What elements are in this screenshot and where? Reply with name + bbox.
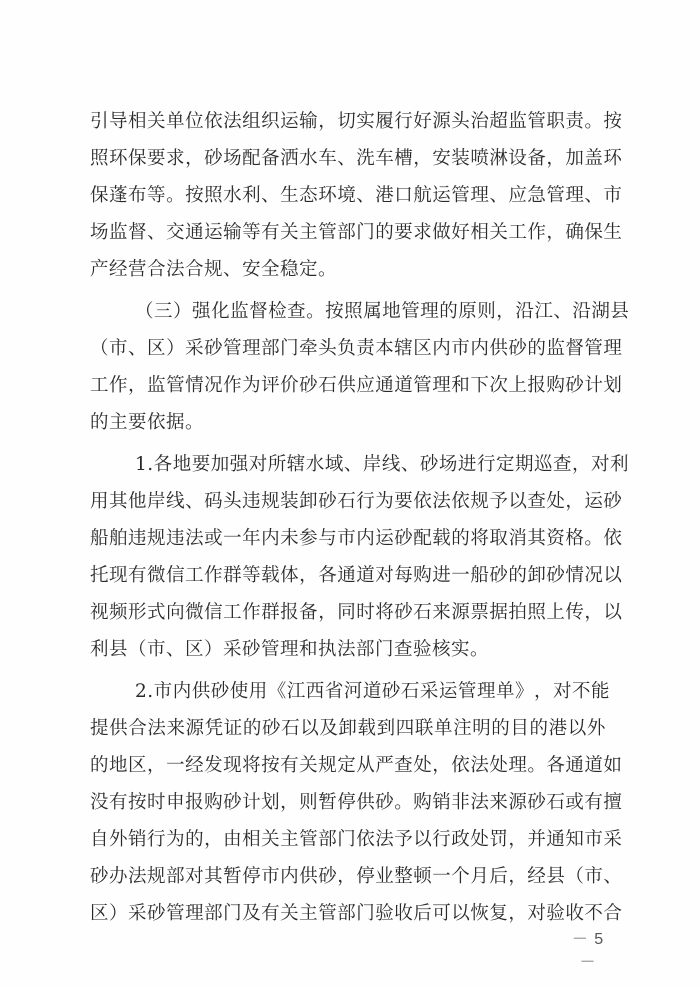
- paragraph-item-2-management-form: [90, 673, 623, 932]
- text-line: 砂 办 法 规 部 对 其 暂 停 市 内 供 砂 ， 停 业 整 顿 一 个 月 后 ， 经 县 （ 市 、: [90, 866, 623, 887]
- text-line: 区 ） 采 砂 管 理 部 门 及 有 关 主 管 部 门 验 收 后 可 以 恢 复 ， 对 验 收 不 合: [90, 903, 623, 924]
- document-body: [90, 103, 630, 937]
- text-line: （ 市 、 区 ） 采 砂 管 理 部 门 牵 头 负 责 本 辖 区 内 市 内 供 砂 的 监 督 管 理: [90, 338, 623, 359]
- paragraph-environmental-requirements: [90, 103, 623, 288]
- text-line: 没 有 按 时 申 报 购 砂 计 划 ， 则 暂 停 供 砂 。 购 销 非 法 来 源 砂 石 或 有 擅: [90, 792, 623, 813]
- text-line: 2 . 市 内 供 砂 使 用 《 江 西 省 河 道 砂 石 采 运 管 理 单 》 ， 对 不 能: [135, 681, 611, 702]
- text-line: 1 . 各 地 要 加 强 对 所 辖 水 域 、 岸 线 、 砂 场 进 行 定 期 巡 查 ， 对 利: [135, 454, 630, 475]
- paragraph-section-3-supervision: [90, 293, 630, 441]
- text-line: 托 现 有 微 信 工 作 群 等 载 体 ， 各 通 道 对 每 购 进 一 船 砂 的 卸 砂 情 况 以: [90, 565, 623, 586]
- text-line: 利县（市、区）采砂管理和执法部门查验核实。: [90, 639, 490, 660]
- text-line: 保 蓬 布 等 。 按 照 水 利 、 生 态 环 境 、 港 口 航 运 管 理 、 应 急 管 理 、 市: [90, 185, 623, 206]
- page-number: － 5 －: [571, 931, 605, 971]
- text-line: 的 地 区 ， 一 经 发 现 将 按 有 关 规 定 从 严 查 处 ， 依 法 处 理 。 各 通 道 如: [90, 755, 623, 776]
- text-line: 用 其 他 岸 线 、 码 头 违 规 装 卸 砂 石 行 为 要 依 法 依 规 予 以 查 处 ， 运 砂: [90, 491, 623, 512]
- text-line: 船 舶 违 规 违 法 或 一 年 内 未 参 与 市 内 运 砂 配 载 的 将 取 消 其 资 格 。 依: [90, 528, 623, 549]
- text-line: 场 监 督 、 交 通 运 输 等 有 关 主 管 部 门 的 要 求 做 好 相 关 工 作 ， 确 保 生: [90, 222, 623, 243]
- text-line: 提 供 合 法 来 源 凭 证 的 砂 石 以 及 卸 载 到 四 联 单 注 明 的 目 的 港 以 外: [90, 718, 606, 739]
- text-line: 工 作 ， 监 管 情 况 作 为 评 价 砂 石 供 应 通 道 管 理 和 下 次 上 报 购 砂 计 划: [90, 375, 623, 396]
- text-line: 照 环 保 要 求 ， 砂 场 配 备 洒 水 车 、 洗 车 槽 ， 安 装 喷 淋 设 备 ， 加 盖 环: [90, 148, 623, 169]
- section-heading-line: （ 三 ） 强 化 监 督 检 查 。 按 照 属 地 管 理 的 原 则 ， 沿 江 、 沿 湖 县: [135, 301, 630, 322]
- paragraph-item-1-inspection: [90, 446, 630, 668]
- text-line: 自 外 销 行 为 的 ， 由 相 关 主 管 部 门 依 法 予 以 行 政 处 罚 ， 并 通 知 市 采: [90, 829, 623, 850]
- text-line: 引 导 相 关 单 位 依 法 组 织 运 输 ， 切 实 履 行 好 源 头 治 超 监 管 职 责 。 按: [90, 111, 623, 132]
- text-line: 视 频 形 式 向 微 信 工 作 群 报 备 ， 同 时 将 砂 石 来 源 票 据 拍 照 上 传 ， 以: [90, 602, 623, 623]
- text-line: 的主要依据。: [90, 412, 205, 433]
- text-line: 产经营合法合规、安全稳定。: [90, 259, 338, 280]
